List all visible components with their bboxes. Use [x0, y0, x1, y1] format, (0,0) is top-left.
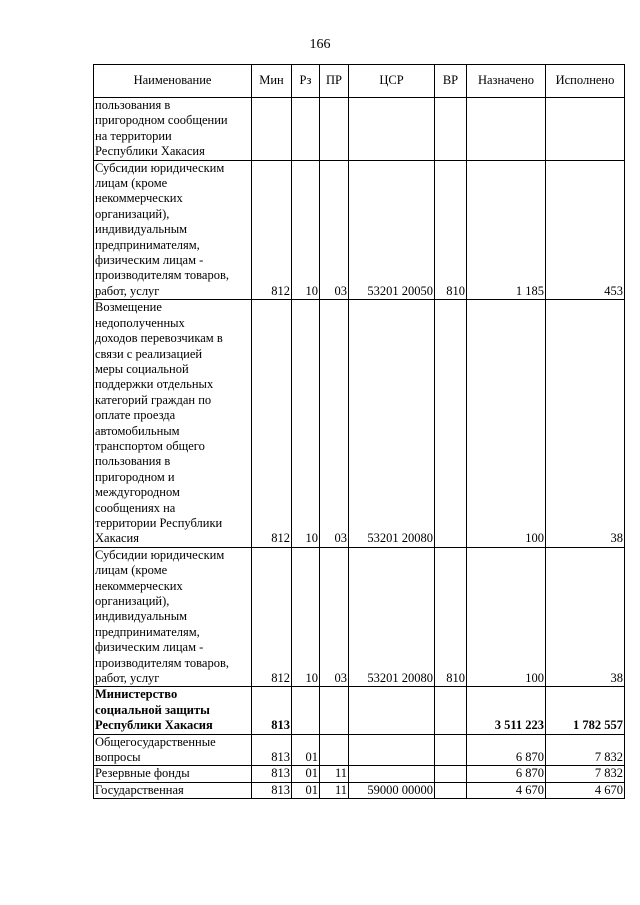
- row-executed-cell: 7 832: [546, 766, 625, 782]
- row-pr-cell: [320, 734, 349, 766]
- row-csr-cell: 53201 20050: [349, 160, 435, 300]
- row-csr-cell: 59000 00000: [349, 782, 435, 798]
- column-header-name: Наименование: [94, 65, 252, 98]
- row-vr-cell: [435, 766, 467, 782]
- row-csr-cell: [349, 98, 435, 161]
- row-executed-cell: 1 782 557: [546, 687, 625, 734]
- row-assigned-cell: 6 870: [467, 766, 546, 782]
- row-assigned-cell: 1 185: [467, 160, 546, 300]
- column-header-csr: ЦСР: [349, 65, 435, 98]
- row-executed-cell: 7 832: [546, 734, 625, 766]
- row-executed-cell: 38: [546, 547, 625, 687]
- row-pr-cell: [320, 687, 349, 734]
- column-header-vr: ВР: [435, 65, 467, 98]
- column-header-rz: Рз: [292, 65, 320, 98]
- table-header-row: [94, 65, 625, 98]
- row-pr-cell: 11: [320, 766, 349, 782]
- row-name-cell: Резервные фонды: [94, 766, 252, 782]
- row-min-cell: 813: [252, 687, 292, 734]
- table-row: [94, 547, 625, 687]
- row-csr-cell: [349, 734, 435, 766]
- row-min-cell: 813: [252, 734, 292, 766]
- row-vr-cell: 810: [435, 160, 467, 300]
- row-min-cell: [252, 98, 292, 161]
- row-executed-cell: [546, 98, 625, 161]
- row-executed-cell: 4 670: [546, 782, 625, 798]
- column-header-assigned: Назначено: [467, 65, 546, 98]
- row-min-cell: 812: [252, 547, 292, 687]
- column-header-executed: Исполнено: [546, 65, 625, 98]
- row-pr-cell: 11: [320, 782, 349, 798]
- table-row-ministry: [94, 687, 625, 734]
- row-pr-cell: 03: [320, 160, 349, 300]
- row-vr-cell: [435, 98, 467, 161]
- row-csr-cell: [349, 766, 435, 782]
- budget-table: [93, 64, 625, 799]
- table-row: [94, 766, 625, 782]
- row-rz-cell: 01: [292, 782, 320, 798]
- table-row: [94, 160, 625, 300]
- row-assigned-cell: [467, 98, 546, 161]
- row-assigned-cell: 3 511 223: [467, 687, 546, 734]
- row-assigned-cell: 100: [467, 300, 546, 548]
- row-csr-cell: [349, 687, 435, 734]
- row-assigned-cell: 4 670: [467, 782, 546, 798]
- row-pr-cell: 03: [320, 547, 349, 687]
- row-pr-cell: [320, 98, 349, 161]
- row-name-cell: Министерство социальной защиты Республики Хакасия: [94, 687, 252, 734]
- row-min-cell: 813: [252, 766, 292, 782]
- row-vr-cell: [435, 734, 467, 766]
- row-name-cell: пользования в пригородном сообщении на территории Республики Хакасия: [94, 98, 252, 161]
- row-rz-cell: 10: [292, 160, 320, 300]
- row-name-cell: Субсидии юридическим лицам (кроме некоммерческих организаций), индивидуальным предпринимателям, физическим лицам - производителям товаров, работ, услуг: [94, 160, 252, 300]
- row-min-cell: 813: [252, 782, 292, 798]
- row-name-cell: Общегосударственные вопросы: [94, 734, 252, 766]
- row-csr-cell: 53201 20080: [349, 300, 435, 548]
- row-vr-cell: 810: [435, 547, 467, 687]
- row-pr-cell: 03: [320, 300, 349, 548]
- column-header-min: Мин: [252, 65, 292, 98]
- row-vr-cell: [435, 300, 467, 548]
- row-rz-cell: 10: [292, 547, 320, 687]
- row-name-cell: Возмещение недополученных доходов перевозчикам в связи с реализацией меры социальной поддержки отдельных категорий граждан по оплате проезда автомобильным транспортом общего пользования в пригородном и междугородном сообщениях на территории Республики Хакасия: [94, 300, 252, 548]
- row-assigned-cell: 6 870: [467, 734, 546, 766]
- row-name-cell: Субсидии юридическим лицам (кроме некоммерческих организаций), индивидуальным предпринимателям, физическим лицам - производителям товаров, работ, услуг: [94, 547, 252, 687]
- row-csr-cell: 53201 20080: [349, 547, 435, 687]
- page-number: 166: [309, 37, 331, 52]
- row-min-cell: 812: [252, 160, 292, 300]
- row-assigned-cell: 100: [467, 547, 546, 687]
- row-rz-cell: [292, 687, 320, 734]
- row-vr-cell: [435, 687, 467, 734]
- table-row: [94, 300, 625, 548]
- row-executed-cell: 38: [546, 300, 625, 548]
- row-rz-cell: [292, 98, 320, 161]
- row-rz-cell: 01: [292, 734, 320, 766]
- row-rz-cell: 01: [292, 766, 320, 782]
- row-rz-cell: 10: [292, 300, 320, 548]
- row-min-cell: 812: [252, 300, 292, 548]
- row-name-cell: Государственная: [94, 782, 252, 798]
- row-vr-cell: [435, 782, 467, 798]
- table-row: [94, 734, 625, 766]
- row-executed-cell: 453: [546, 160, 625, 300]
- table-row: [94, 98, 625, 161]
- table-row: [94, 782, 625, 798]
- column-header-pr: ПР: [320, 65, 349, 98]
